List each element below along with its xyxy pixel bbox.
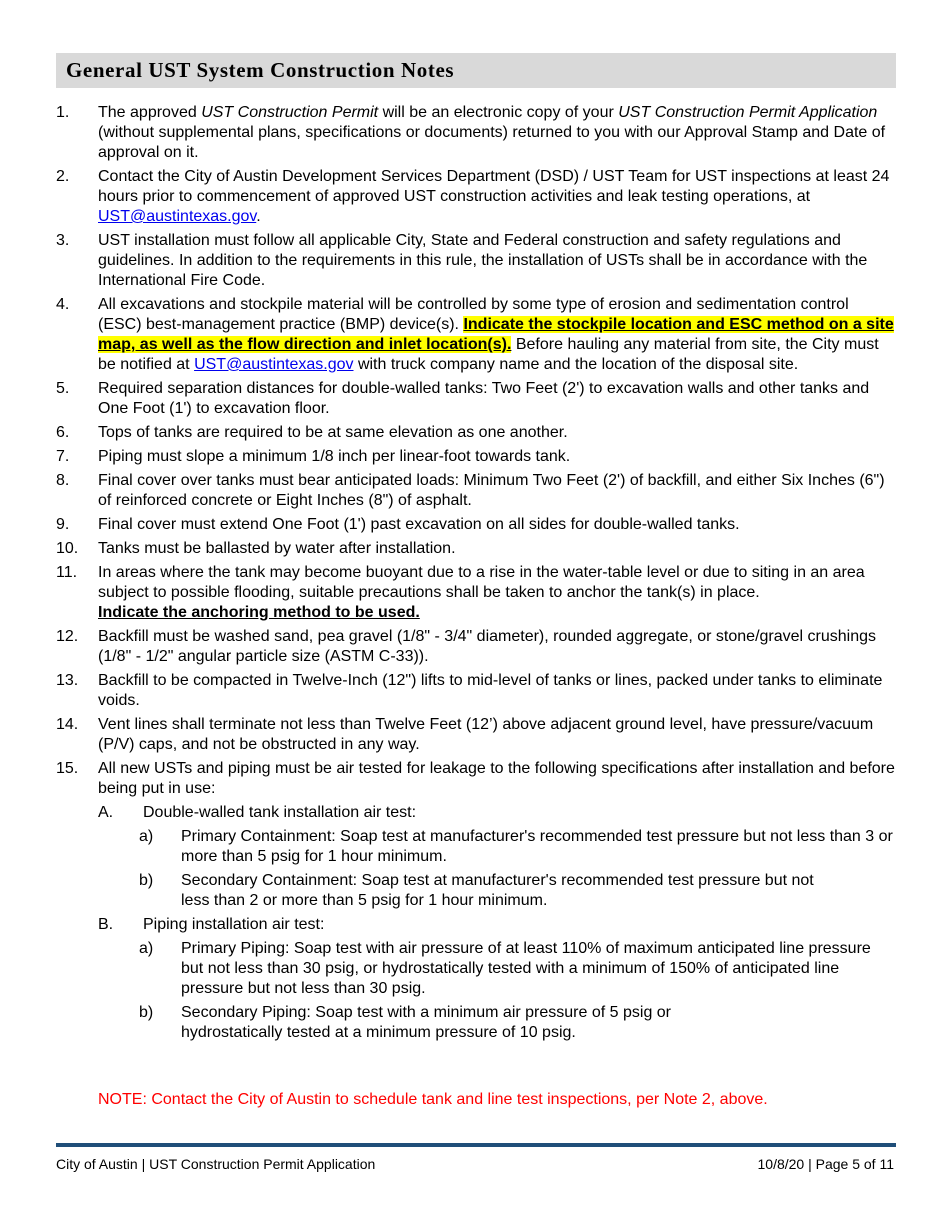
item-italic: UST Construction Permit Application (618, 104, 878, 121)
list-item (56, 539, 896, 559)
item-number: 13. (56, 672, 79, 689)
sub-sub-item-letter: a) (139, 940, 154, 957)
item-number: 1. (56, 104, 70, 121)
sub-sub-item-letter: a) (139, 828, 154, 845)
section-title: General UST System Construction Notes (66, 58, 455, 82)
sub-item-text: Piping installation air test: (143, 916, 325, 933)
item-text: . (256, 208, 261, 225)
item-text: Final cover must extend One Foot (1') past excavation on all sides for double-walled tanks. (98, 516, 740, 533)
item-number: 7. (56, 448, 70, 465)
item-number: 15. (56, 760, 79, 777)
item-text: Backfill to be compacted in Twelve-Inch (12") lifts to mid-level of tanks or lines, packed under tanks to eliminate voids. (98, 672, 883, 709)
anchoring-instruction: Indicate the anchoring method to be used. (98, 604, 420, 621)
sub-sub-item-letter: b) (139, 872, 154, 889)
list-item (56, 379, 896, 419)
list-item (56, 447, 896, 467)
list-item (56, 423, 896, 443)
highlighted-instruction: Indicate the stockpile location and ESC method on a site map, as well as the flow direction and inlet location(s). (98, 316, 894, 353)
item-number: 5. (56, 380, 70, 397)
list-item (56, 715, 896, 755)
sub-sub-item-letter: b) (139, 1004, 154, 1021)
sub-item-text: Double-walled tank installation air test: (143, 804, 417, 821)
inspection-note: NOTE: Contact the City of Austin to schedule tank and line test inspections, per Note 2, above. (98, 1091, 768, 1108)
item-text: All new USTs and piping must be air tested for leakage to the following specifications after installation and before being put in use: (98, 760, 895, 797)
item-number: 6. (56, 424, 70, 441)
list-item (56, 671, 896, 711)
item-number: 14. (56, 716, 79, 733)
item-number: 2. (56, 168, 70, 185)
sub-item (98, 803, 896, 823)
item-text: UST installation must follow all applicable City, State and Federal construction and safety regulations and guidelines. In addition to the requirements in this rule, the installation of USTs shall be in accordance with the International Fire Code. (98, 232, 868, 289)
sub-item-letter: B. (98, 916, 114, 933)
item-text: Tops of tanks are required to be at same elevation as one another. (98, 424, 568, 441)
list-item (56, 295, 896, 375)
item-number: 4. (56, 296, 70, 313)
item-text: Final cover over tanks must bear anticipated loads: Minimum Two Feet (2') of backfill, and either Six Inches (6") of reinforced concrete or Eight Inches (8") of asphalt. (98, 472, 885, 509)
sub-sub-item-text: Primary Containment: Soap test at manufacturer's recommended test pressure but not less than 3 or more than 5 psig for 1 hour minimum. (181, 828, 893, 865)
item-text: will be an electronic copy of your (378, 104, 619, 121)
email-link[interactable]: UST@austintexas.gov (98, 208, 257, 225)
sub-sub-item (139, 939, 896, 999)
item-number: 8. (56, 472, 70, 489)
footer-divider (56, 1143, 896, 1147)
sub-sub-item-text: Secondary Piping: Soap test with a minimum air pressure of 5 psig or hydrostatically tested at a minimum pressure of 10 psig. (181, 1004, 672, 1041)
item-text: Before hauling any material from site, the City must be notified at (98, 336, 879, 373)
item-text: with truck company name and the location of the disposal site. (353, 356, 799, 373)
item-text: The approved (98, 104, 202, 121)
list-item (56, 563, 896, 623)
item-number: 9. (56, 516, 70, 533)
item-text: Backfill must be washed sand, pea gravel (1/8" - 3/4" diameter), rounded aggregate, or stone/gravel crushings (1/8" - 1/2" angular particle size (ASTM C-33)). (98, 628, 877, 665)
list-item (56, 167, 896, 227)
item-italic: UST Construction Permit (201, 104, 379, 121)
sub-sub-item (139, 1003, 896, 1043)
notes-list (56, 103, 896, 1047)
item-text: All excavations and stockpile material will be controlled by some type of erosion and sedimentation control (ESC) best-management practice (BMP) device(s). (98, 296, 849, 333)
list-item (56, 231, 896, 291)
footer-page-info: 10/8/20 | Page 5 of 11 (757, 1156, 894, 1172)
item-number: 10. (56, 540, 79, 557)
list-item (56, 759, 896, 799)
item-text: Vent lines shall terminate not less than Twelve Feet (12’) above adjacent ground level, have pressure/vacuum (P/V) caps, and not be obstructed in any way. (98, 716, 874, 753)
item-number: 12. (56, 628, 79, 645)
sub-item (98, 915, 896, 935)
item-text: Contact the City of Austin Development Services Department (DSD) / UST Team for UST inspections at least 24 hours prior to commencement of approved UST construction activities and leak testing operations, at (98, 168, 890, 205)
sub-sub-item-text: Primary Piping: Soap test with air pressure of at least 110% of maximum anticipated line pressure but not less than 30 psig, or hydrostatically tested with a minimum of 150% of anticipated line pressure but not less than 30 psig. (181, 940, 871, 997)
sub-sub-item (139, 871, 896, 911)
item-text: (without supplemental plans, specifications or documents) returned to you with our Approval Stamp and Date of approval on it. (98, 124, 886, 161)
item-text: Piping must slope a minimum 1/8 inch per linear-foot towards tank. (98, 448, 571, 465)
item-number: 3. (56, 232, 70, 249)
footer-document-title: City of Austin | UST Construction Permit Application (56, 1156, 376, 1172)
list-item (56, 103, 896, 163)
list-item (56, 627, 896, 667)
item-number: 11. (56, 564, 78, 581)
section-header (56, 53, 896, 88)
item-text: In areas where the tank may become buoyant due to a rise in the water-table level or due to siting in an area subject to possible flooding, suitable precautions shall be taken to anchor the tank(s) in place. (98, 564, 865, 601)
sub-sub-item-text: Secondary Containment: Soap test at manufacturer's recommended test pressure but not less than 2 or more than 5 psig for 1 hour minimum. (181, 872, 814, 909)
list-item (56, 515, 896, 535)
sub-sub-item (139, 827, 896, 867)
email-link[interactable]: UST@austintexas.gov (194, 356, 354, 373)
item-text: Tanks must be ballasted by water after installation. (98, 540, 456, 557)
sub-item-letter: A. (98, 804, 114, 821)
list-item (56, 471, 896, 511)
item-text: Required separation distances for double-walled tanks: Two Feet (2') to excavation walls and other tanks and One Foot (1') to excavation floor. (98, 380, 870, 417)
